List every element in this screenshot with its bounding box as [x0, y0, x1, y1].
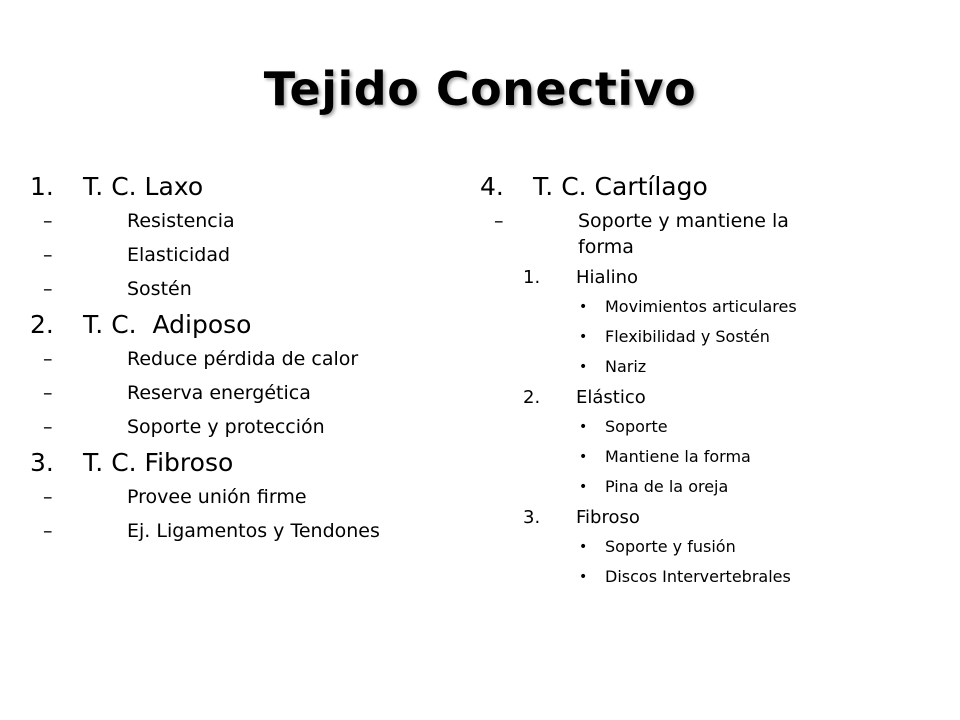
- section-cartilago: [480, 172, 940, 202]
- item-text: Provee unión firme: [127, 486, 307, 508]
- item-text: Flexibilidad y Sostén: [605, 327, 770, 346]
- list-item: [480, 446, 940, 468]
- section-adiposo: [30, 310, 470, 340]
- subsection-label: Hialino: [576, 267, 638, 288]
- item-text: Reduce pérdida de calor: [127, 348, 359, 370]
- section-number: 4.: [480, 172, 504, 201]
- item-text: Pina de la oreja: [605, 477, 729, 496]
- dash-marker: –: [43, 382, 53, 404]
- item-text: Movimientos articulares: [605, 297, 797, 316]
- bullet-marker: •: [579, 479, 588, 495]
- item-text: Mantiene la forma: [605, 447, 751, 466]
- bullet-marker: •: [579, 569, 588, 585]
- item-text: Soporte: [605, 417, 668, 436]
- left-column: [30, 172, 470, 552]
- slide-title: Tejido Conectivo: [263, 62, 697, 116]
- list-item: [480, 566, 940, 588]
- item-text: Resistencia: [127, 210, 235, 232]
- dash-marker: –: [43, 244, 53, 266]
- list-item: [30, 276, 470, 302]
- dash-marker: –: [43, 416, 53, 438]
- section-laxo: [30, 172, 470, 202]
- bullet-marker: •: [579, 329, 588, 345]
- list-item: [480, 208, 940, 260]
- item-text: Ej. Ligamentos y Tendones: [127, 520, 380, 542]
- subsection-label: Fibroso: [576, 507, 640, 528]
- list-item: [30, 346, 470, 372]
- item-text-line: forma: [578, 236, 634, 258]
- list-item: [30, 414, 470, 440]
- section-number: 2.: [30, 310, 54, 339]
- section-number: 3.: [30, 448, 54, 477]
- right-column: [480, 172, 940, 596]
- subsection-label: Elástico: [576, 387, 646, 408]
- list-item: [480, 476, 940, 498]
- item-text: Sostén: [127, 278, 192, 300]
- item-text: Soporte y fusión: [605, 537, 736, 556]
- section-label: T. C. Cartílago: [533, 172, 708, 201]
- section-number: 1.: [30, 172, 54, 201]
- dash-marker: –: [494, 210, 504, 232]
- subsection-hialino: [480, 266, 940, 290]
- subsection-number: 1.: [523, 267, 541, 288]
- item-text: Soporte y protección: [127, 416, 325, 438]
- list-item: [30, 484, 470, 510]
- section-label: T. C. Adiposo: [83, 310, 252, 339]
- dash-marker: –: [43, 520, 53, 542]
- list-item: [30, 208, 470, 234]
- list-item: [30, 242, 470, 268]
- section-label: T. C. Laxo: [83, 172, 204, 201]
- bullet-marker: •: [579, 449, 588, 465]
- dash-marker: –: [43, 210, 53, 232]
- list-item: [480, 356, 940, 378]
- list-item: [30, 518, 470, 544]
- list-item: [30, 380, 470, 406]
- subsection-number: 3.: [523, 507, 541, 528]
- item-text: Discos Intervertebrales: [605, 567, 791, 586]
- subsection-number: 2.: [523, 387, 541, 408]
- subsection-elastico: [480, 386, 940, 410]
- list-item: [480, 296, 940, 318]
- dash-marker: –: [43, 486, 53, 508]
- list-item: [480, 326, 940, 348]
- bullet-marker: •: [579, 419, 588, 435]
- bullet-marker: •: [579, 359, 588, 375]
- subsection-fibroso: [480, 506, 940, 530]
- bullet-marker: •: [579, 539, 588, 555]
- item-text-line: Soporte y mantiene la: [578, 210, 789, 232]
- dash-marker: –: [43, 348, 53, 370]
- item-text: Reserva energética: [127, 382, 311, 404]
- item-text: Nariz: [605, 357, 647, 376]
- section-fibroso: [30, 448, 470, 478]
- list-item: [480, 536, 940, 558]
- item-text: [578, 208, 789, 260]
- item-text: Elasticidad: [127, 244, 231, 266]
- list-item: [480, 416, 940, 438]
- section-label: T. C. Fibroso: [83, 448, 234, 477]
- bullet-marker: •: [579, 299, 588, 315]
- dash-marker: –: [43, 278, 53, 300]
